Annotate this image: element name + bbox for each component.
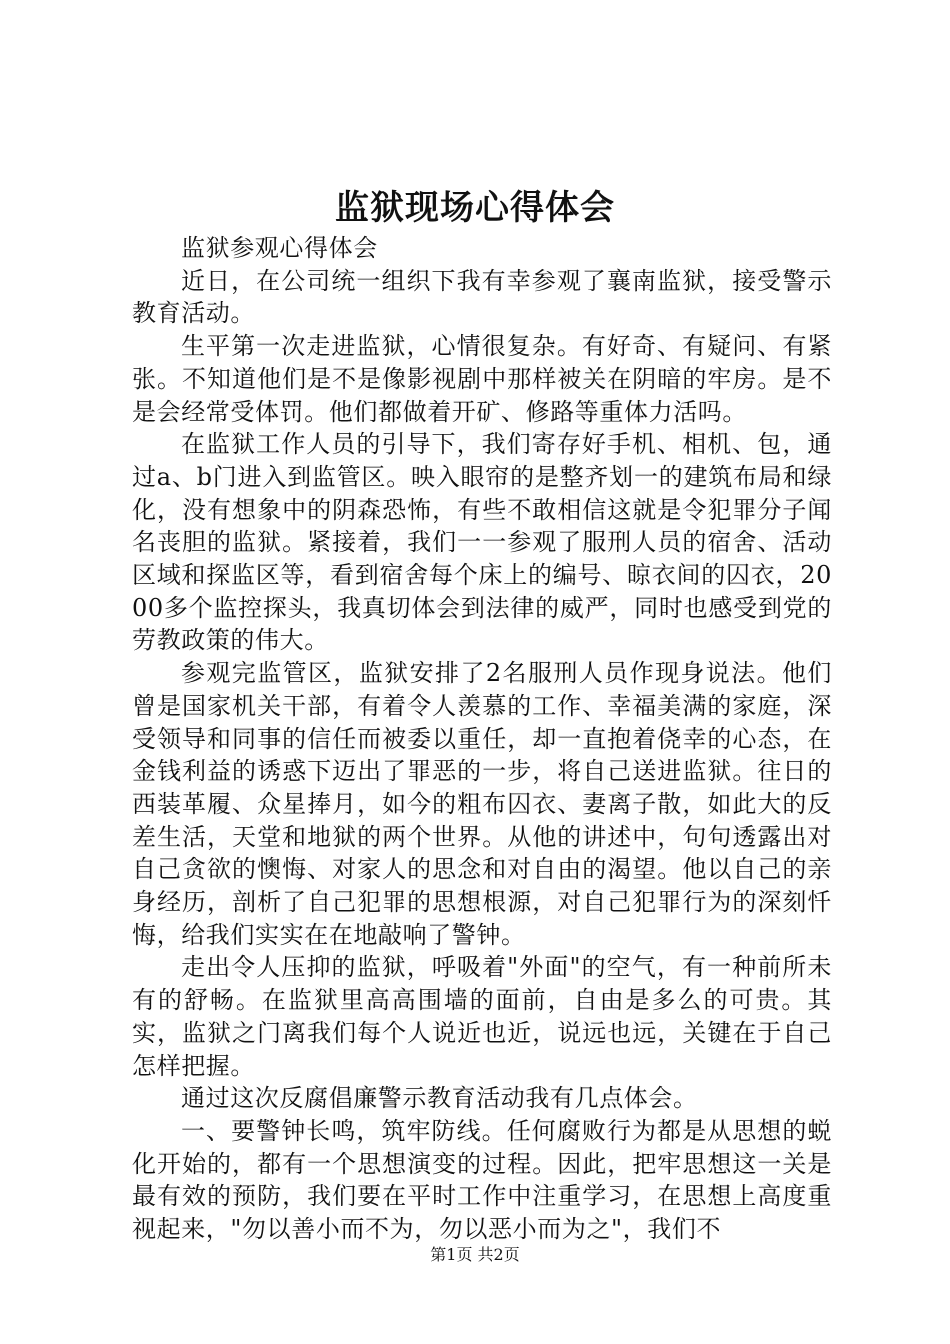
paragraph-first-visit: 生平第一次走进监狱，心情很复杂。有好奇、有疑问、有紧张。不知道他们是不是像影视剧中那样被关在阴暗的牢房。是不是会经常受体罚。他们都做着开矿、修路等重体力活吗。: [132, 332, 832, 426]
document-title: 监狱现场心得体会: [335, 188, 615, 228]
paragraph-lesson-one: 一、要警钟长鸣，筑牢防线。任何腐败行为都是从思想的蜕化开始的，都有一个思想演变的过程。因此，把牢思想这一关是最有效的预防，我们要在平时工作中注重学习，在思想上高度重视起来，"勿以善小而不为，勿以恶小而为之"，我们不: [132, 1116, 832, 1244]
paragraph-tour: 在监狱工作人员的引导下，我们寄存好手机、相机、包，通过a、b门进入到监管区。映入眼帘的是整齐划一的建筑布局和绿化，没有想象中的阴森恐怖，有些不敢相信这就是令犯罪分子闻名丧胆的监狱。紧接着，我们一一参观了服刑人员的宿舍、活动区域和探监区等，看到宿舍每个床上的编号、晾衣间的囚衣，2000多个监控探头，我真切体会到法律的威严，同时也感受到党的劳教政策的伟大。: [132, 430, 832, 655]
document-body: [132, 232, 832, 1246]
page-number-footer: 第1页 共2页: [430, 1245, 520, 1264]
paragraph-lessons-intro: 通过这次反腐倡廉警示教育活动我有几点体会。: [181, 1084, 698, 1113]
paragraph-testimony: 参观完监管区，监狱安排了2名服刑人员作现身说法。他们曾是国家机关干部，有着令人羡慕的工作、幸福美满的家庭，深受领导和同事的信任而被委以重任，却一直抱着侥幸的心态，在金钱利益的诱惑下迈出了罪恶的一步，将自己送进监狱。往日的西装革履、众星捧月，如今的粗布囚衣、妻离子散，如此大的反差生活，天堂和地狱的两个世界。从他的讲述中，句句透露出对自己贪欲的懊悔、对家人的思念和对自由的渴望。他以自己的亲身经历，剖析了自己犯罪的思想根源，对自己犯罪行为的深刻忏悔，给我们实实在在地敲响了警钟。: [132, 659, 832, 949]
paragraph-subtitle: 监狱参观心得体会: [181, 234, 378, 262]
paragraph-intro: 近日，在公司统一组织下我有幸参观了襄南监狱，接受警示教育活动。: [132, 266, 832, 328]
paragraph-reflection: 走出令人压抑的监狱，呼吸着"外面"的空气，有一种前所未有的舒畅。在监狱里高高围墙的面前，自由是多么的可贵。其实，监狱之门离我们每个人说近也近，说远也远，关键在于自己怎样把握。: [132, 953, 832, 1080]
